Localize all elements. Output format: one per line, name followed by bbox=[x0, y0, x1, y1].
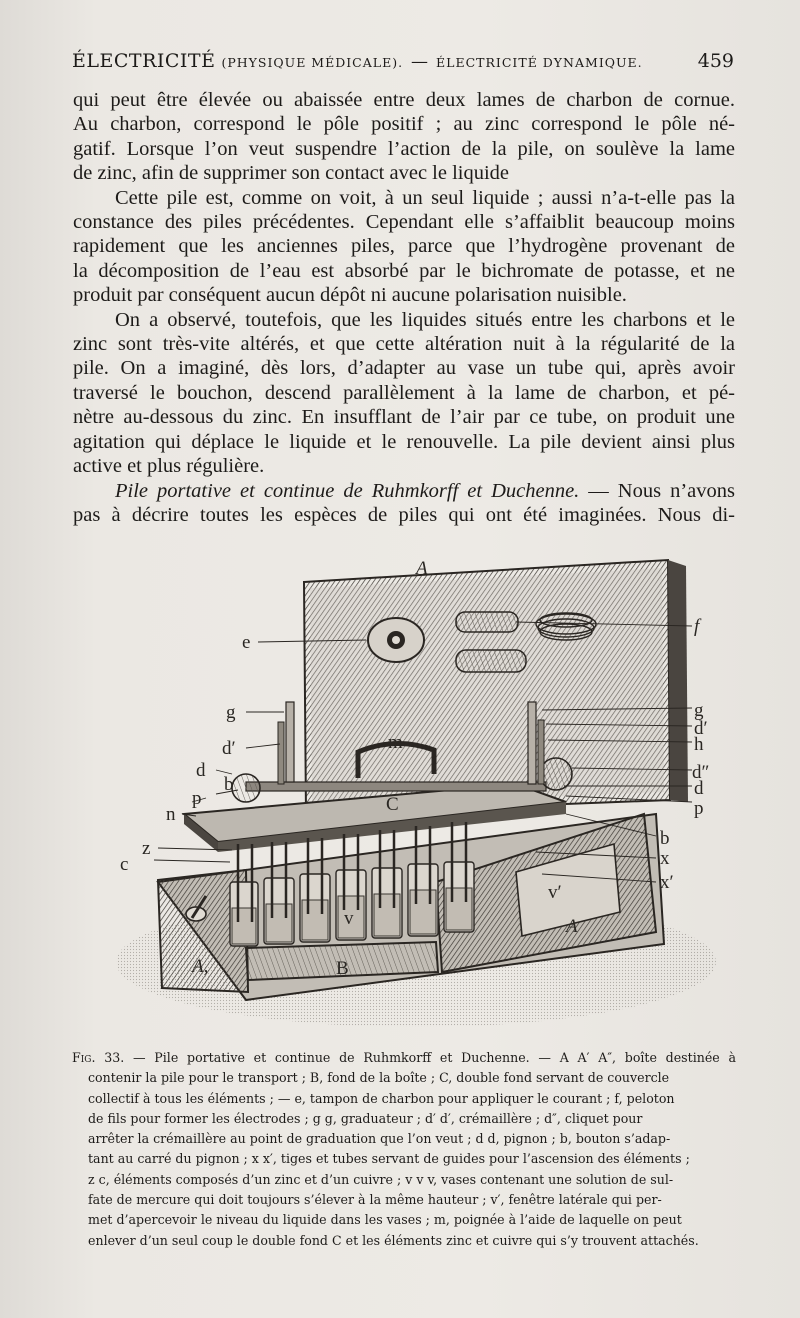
label-B: B bbox=[336, 958, 349, 979]
page-number: 459 bbox=[697, 50, 734, 72]
electrode-handle-1 bbox=[456, 612, 518, 632]
caption-line: tant au carré du pignon ; x x′, tiges et tubes servant de guides pour l’ascension des éléments ; bbox=[88, 1151, 690, 1167]
caption-line: de fils pour former les électrodes ; g g, graduateur ; d′ d′, crémaillère ; d″, cliquet pour bbox=[88, 1110, 643, 1126]
label-v-prime: v′ bbox=[548, 882, 562, 903]
text-line: agitation qui déplace le liquide et le renouvelle. La pile devient ainsi plus bbox=[73, 430, 735, 453]
pinion-left bbox=[232, 774, 260, 802]
label-e: e bbox=[242, 632, 251, 653]
text-line: qui peut être élevée ou abaissée entre deux lames de charbon de cornue. bbox=[73, 89, 735, 111]
body-text bbox=[73, 88, 735, 527]
graduator-right bbox=[528, 702, 536, 784]
label-h: h bbox=[694, 734, 704, 755]
text-line: traversé le bouchon, descend parallèlement à la lame de charbon, et pé- bbox=[73, 381, 735, 404]
lid-edge bbox=[668, 560, 688, 802]
label-d-prime-left: d′ bbox=[222, 738, 236, 759]
label-g-right: g bbox=[694, 700, 704, 721]
battery-box-engraving bbox=[96, 552, 736, 1032]
label-d-left: d bbox=[196, 760, 206, 781]
text-line: Cette pile est, comme on voit, à un seul liquide ; aussi n’a-t-elle pas la bbox=[115, 186, 735, 209]
pinion-right bbox=[540, 758, 572, 790]
label-z: z bbox=[142, 838, 151, 859]
running-head-subtitle: (PHYSIQUE MÉDICALE). bbox=[221, 55, 404, 70]
caption-line: enlever d’un seul coup le double fond C et les éléments zinc et cuivre qui s’y trouvent attachés. bbox=[88, 1232, 699, 1248]
text-line bbox=[73, 479, 735, 503]
label-x-prime: x′ bbox=[660, 872, 674, 893]
text-line: pile. On a imaginé, dès lors, d’adapter au vase un tube qui, après avoir bbox=[73, 357, 735, 380]
label-m: m bbox=[388, 732, 403, 753]
label-p-left: p bbox=[192, 788, 202, 809]
electrode-handle-2 bbox=[456, 650, 526, 672]
label-A-front: A, bbox=[192, 956, 209, 977]
label-f: f bbox=[694, 616, 700, 637]
label-d-right: d bbox=[694, 778, 704, 799]
caption-line: met d’apercevoir le niveau du liquide dans les vases ; m, poignée à l’aide de laquelle on peut bbox=[88, 1212, 682, 1228]
caption-line: collectif à tous les éléments ; — e, tampon de charbon pour appliquer le courant ; f, peloton bbox=[88, 1090, 675, 1106]
label-d-second-right: d″ bbox=[692, 762, 710, 783]
engraving-figure bbox=[96, 552, 736, 1032]
text-line: pas à décrire toutes les espèces de piles qui ont été imaginées. Nous di- bbox=[73, 503, 735, 526]
running-head bbox=[72, 50, 734, 80]
caption-line bbox=[72, 1048, 736, 1068]
label-n: n bbox=[166, 804, 176, 825]
running-head-title: ÉLECTRICITÉ bbox=[72, 50, 216, 72]
text-line: rapidement que les anciennes piles, parce que l’hydrogène provenant de bbox=[73, 235, 735, 258]
text-line: la décomposition de l’eau est absorbé par le bichromate de potasse, et ne bbox=[73, 259, 735, 282]
label-C: C bbox=[386, 794, 399, 815]
pinion-rod bbox=[246, 782, 546, 791]
text-line: de zinc, afin de supprimer son contact avec le liquide bbox=[73, 162, 510, 185]
label-b: b bbox=[224, 774, 234, 795]
text-line: active et plus régulière. bbox=[73, 455, 265, 478]
caption-line: arrêter la crémaillère au point de graduation que l’on veut ; d d, pignon ; b, bouton s’adap- bbox=[88, 1131, 671, 1147]
text-line: produit par conséquent aucun dépôt ni aucune polarisation nuisible. bbox=[73, 284, 627, 307]
caption-text: — Pile portative et continue de Ruhmkorff et Duchenne. — A A′ A″, boîte destinée à bbox=[124, 1050, 736, 1065]
label-v: v bbox=[344, 908, 354, 929]
text-line: constance des piles précédentes. Cependant elle s’affaiblit beaucoup moins bbox=[73, 211, 735, 234]
text-line: zinc sont très-vite altérés, et que cette altération nuit à la régularité de la bbox=[73, 333, 735, 356]
section-heading-italic: Pile portative et continue de Ruhmkorff et Duchenne. bbox=[115, 479, 580, 502]
caption-line: z c, éléments composés d’un zinc et d’un cuivre ; v v v, vases contenant une solution de sul- bbox=[88, 1171, 674, 1187]
text-line: On a observé, toutefois, que les liquides situés entre les charbons et le bbox=[115, 308, 735, 331]
lid-inner bbox=[310, 568, 664, 806]
text-fragment: — Nous n’avons bbox=[579, 479, 735, 502]
running-head-section: ÉLECTRICITÉ DYNAMIQUE. bbox=[436, 55, 643, 70]
text-line: gatif. Lorsque l’on veut suspendre l’action de la pile, on soulève la lame bbox=[73, 137, 735, 160]
label-x: x bbox=[660, 848, 670, 869]
graduator-left bbox=[286, 702, 294, 782]
label-g-left: g bbox=[226, 702, 236, 723]
caption-line: contenir la pile pour le transport ; B, fond de la boîte ; C, double fond servant de couvercle bbox=[88, 1070, 670, 1086]
label-c: c bbox=[120, 854, 129, 875]
running-head-dash: — bbox=[411, 52, 429, 72]
label-A-top: A bbox=[416, 558, 428, 579]
label-p-right: p bbox=[694, 798, 704, 819]
caption-line: fate de mercure qui doit toujours s’élever à la même hauteur ; v′, fenêtre latérale qui per- bbox=[88, 1192, 662, 1208]
text-line: Au charbon, correspond le pôle positif ; au zinc correspond le pôle né- bbox=[73, 113, 735, 136]
text-line: nètre au-dessous du zinc. En insufflant de l’air par ce tube, on produit une bbox=[73, 406, 735, 429]
label-A-side: A bbox=[566, 916, 578, 937]
label-b-right: b bbox=[660, 828, 670, 849]
figure-number: Fig. 33. bbox=[72, 1050, 125, 1065]
figure-caption bbox=[72, 1048, 736, 1251]
label-d-prime-right: d′ bbox=[694, 718, 708, 739]
